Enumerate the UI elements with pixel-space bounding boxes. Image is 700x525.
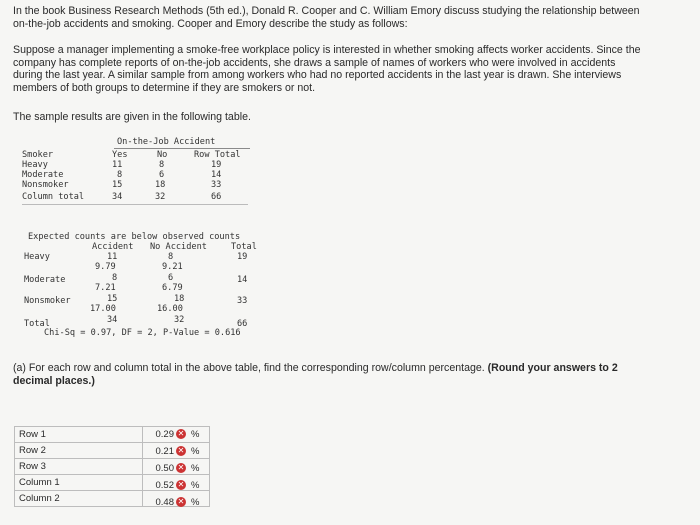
row-label: Nonsmoker	[22, 180, 69, 190]
cell: 19	[211, 160, 222, 170]
cell: 14	[211, 170, 222, 180]
cell: 33	[237, 296, 248, 306]
question-bold-2: decimal places.)	[13, 374, 95, 387]
expected-title: Expected counts are below observed counts	[28, 232, 241, 242]
answer-input-row3[interactable]	[150, 463, 210, 474]
cell: 8	[117, 170, 123, 180]
cell: 11	[112, 160, 123, 170]
col-no: No	[157, 150, 168, 160]
percent-unit: %	[191, 497, 200, 508]
percent-unit: %	[191, 480, 200, 491]
cell: 66	[237, 319, 248, 329]
cell-expected: 6.79	[162, 283, 183, 293]
answer-value[interactable]: 0.48	[155, 497, 174, 508]
col-yes: Yes	[112, 150, 128, 160]
intro-line-1: In the book Business Research Methods (5th ed.), Donald R. Cooper and C. William Emory discuss studying the relationship between	[13, 5, 640, 17]
cell: 34	[112, 192, 123, 202]
cell: 8	[168, 252, 174, 262]
incorrect-icon: ✕	[177, 429, 185, 439]
cell: 14	[237, 275, 248, 285]
cell: 34	[107, 315, 118, 325]
cell: 18	[155, 180, 166, 190]
row-label: Column total	[22, 192, 85, 202]
scenario-line: members of both groups to determine if they are smokers or not.	[13, 81, 316, 94]
answer-value[interactable]: 0.52	[155, 480, 174, 491]
row-label: Column 2	[15, 491, 143, 507]
cell: 33	[211, 180, 222, 190]
h-noaccident: No Accident	[150, 242, 207, 252]
cell: 8	[112, 273, 118, 283]
divider	[114, 148, 250, 149]
answer-input-row1[interactable]	[150, 429, 210, 440]
cell: 19	[237, 252, 248, 262]
row-label: Row 2	[15, 443, 143, 459]
percent-unit: %	[191, 446, 200, 457]
incorrect-icon: ✕	[177, 497, 185, 507]
row-label: Row 1	[15, 427, 143, 443]
cell: 6	[159, 170, 165, 180]
cell: 15	[107, 294, 118, 304]
h-total: Total	[231, 242, 257, 252]
answer-input-row2[interactable]	[150, 446, 210, 457]
row-label: Row 3	[15, 459, 143, 475]
row-label: Column 1	[15, 475, 143, 491]
cell: 8	[159, 160, 165, 170]
answer-value[interactable]: 0.21	[155, 446, 174, 457]
scenario-line: Suppose a manager implementing a smoke-free workplace policy is interested in whether smoking affects worker accidents. Since the	[13, 44, 641, 56]
answer-value[interactable]: 0.29	[155, 429, 174, 440]
incorrect-icon: ✕	[177, 480, 185, 490]
cell: 6	[168, 273, 174, 283]
scenario-paragraph	[13, 44, 693, 94]
cell: 32	[155, 192, 166, 202]
intro-paragraph	[13, 5, 693, 30]
scenario-line: company has complete reports of on-the-job accidents, she draws a sample of names of workers who were involved in accidents	[13, 56, 616, 69]
col-label: Smoker	[22, 150, 54, 160]
row-label: Moderate	[22, 170, 64, 180]
cell: 66	[211, 192, 222, 202]
cell-expected: 16.00	[157, 304, 183, 314]
cell: 18	[174, 294, 185, 304]
cell-expected: 9.21	[162, 262, 183, 272]
total-label: Total	[24, 319, 50, 329]
observed-table	[22, 136, 250, 206]
row-label: Heavy	[24, 252, 50, 262]
answer-input-col1[interactable]	[150, 480, 210, 491]
scenario-line: during the last year. A similar sample from among workers who had no reported accidents in the last year is drawn. She interviews	[13, 69, 622, 82]
percent-unit: %	[191, 429, 200, 440]
col-total: Row Total	[194, 150, 241, 160]
expected-table	[24, 232, 274, 342]
cell-expected: 9.79	[95, 262, 116, 272]
question	[13, 362, 693, 387]
super-header: On-the-Job Accident	[117, 137, 216, 147]
incorrect-icon: ✕	[177, 463, 185, 473]
answer-value[interactable]: 0.50	[155, 463, 174, 474]
row-label: Heavy	[22, 160, 48, 170]
question-bold: (Round your answers to 2	[487, 362, 618, 374]
answer-input-col2[interactable]	[150, 497, 210, 508]
table-intro: The sample results are given in the following table.	[13, 111, 251, 123]
cell-expected: 17.00	[90, 304, 116, 314]
chisq-line: Chi-Sq = 0.97, DF = 2, P-Value = 0.616	[44, 328, 241, 338]
question-text: (a) For each row and column total in the above table, find the corresponding row/column percentage.	[13, 362, 485, 374]
percent-unit: %	[191, 463, 200, 474]
row-label: Moderate	[24, 275, 66, 285]
intro-line-2: on-the-job accidents and smoking. Cooper and Emory describe the study as follows:	[13, 17, 408, 30]
incorrect-icon: ✕	[177, 446, 185, 456]
row-label: Nonsmoker	[24, 296, 71, 306]
divider	[22, 204, 248, 205]
cell: 32	[174, 315, 185, 325]
cell: 11	[107, 252, 118, 262]
cell-expected: 7.21	[95, 283, 116, 293]
cell: 15	[112, 180, 123, 190]
h-accident: Accident	[92, 242, 134, 252]
